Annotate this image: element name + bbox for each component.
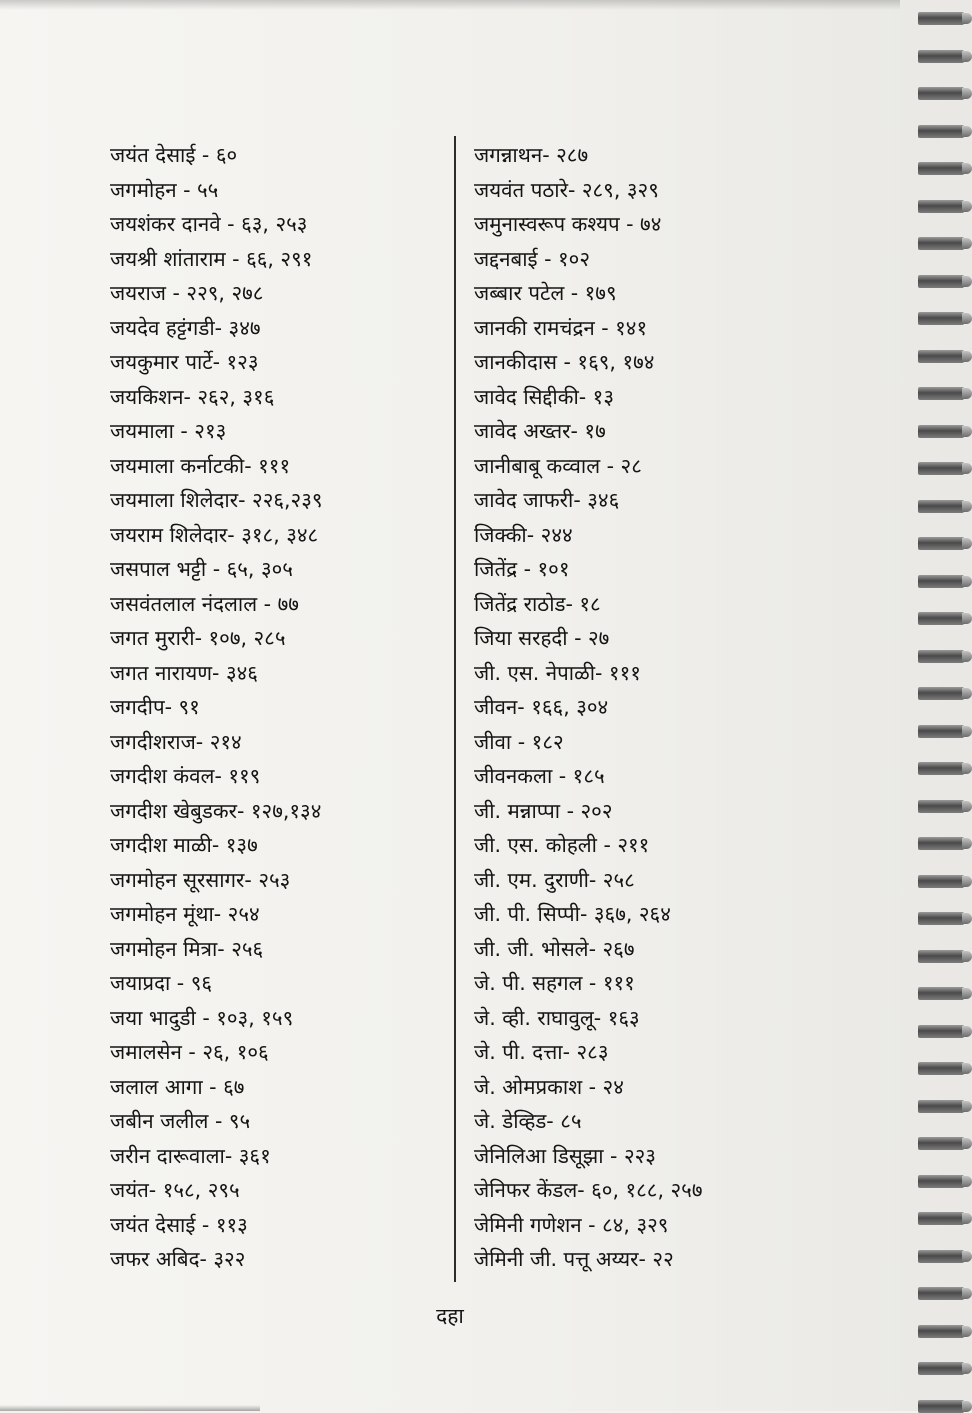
page-number: दहा <box>436 1304 464 1328</box>
index-entry: जावेद अख्तर- १७ <box>474 419 606 443</box>
binding-ring <box>918 462 972 475</box>
binding-ring <box>918 575 972 588</box>
binding-ring <box>918 50 972 63</box>
top-edge-shadow <box>0 0 900 10</box>
index-entry: जगत नारायण- ३४६ <box>110 660 258 685</box>
index-entry: जानकीदास - १६९, १७४ <box>474 350 655 374</box>
index-entry: जेनिफर केंडल- ६०, १८८, २५७ <box>474 1178 703 1202</box>
index-entry: जगदीश माळी- १३७ <box>110 833 258 857</box>
index-entry: जयमाला कर्नाटकी- १११ <box>110 453 291 478</box>
index-entry: जगदीशराज- २१४ <box>110 729 242 754</box>
index-entry: जसवंतलाल नंदलाल - ७७ <box>110 591 299 616</box>
binding-ring <box>918 537 972 550</box>
index-entry: जगमोहन मित्रा- २५६ <box>110 936 264 961</box>
column-divider <box>454 136 456 1282</box>
binding-ring <box>918 912 972 925</box>
binding-ring <box>918 1137 972 1150</box>
index-entry: जयकुमार पार्टे- १२३ <box>110 350 259 374</box>
index-entry: जयराम शिलेदार- ३१८, ३४८ <box>110 522 319 547</box>
index-entry: जयमाला शिलेदार- २२६,२३९ <box>110 488 323 512</box>
index-entry: जगत मुरारी- १०७, २८५ <box>110 626 286 650</box>
binding-ring <box>918 1287 972 1300</box>
index-entry: जमालसेन - २६, १०६ <box>110 1040 269 1064</box>
index-entry: जानकी रामचंद्रन - १४१ <box>474 315 648 340</box>
index-entry: जे. डेव्हिड- ८५ <box>474 1109 582 1133</box>
binding-ring <box>918 12 972 25</box>
index-entry: जयराज - २२९, २७८ <box>110 281 264 305</box>
binding-ring <box>918 1100 972 1113</box>
index-entry: जी. एस. नेपाळी- १११ <box>474 660 641 685</box>
index-entry: जीवा - १८२ <box>474 729 564 754</box>
binding-ring <box>918 800 972 813</box>
binding-ring <box>918 275 972 288</box>
binding-ring <box>918 125 972 138</box>
index-entry: जयश्री शांताराम - ६६, २९१ <box>110 246 313 271</box>
index-entry: जी. एस. कोहली - २११ <box>474 833 650 857</box>
index-entry: जी. एम. दुराणी- २५८ <box>474 867 635 892</box>
binding-ring <box>918 312 972 325</box>
right-index-column <box>474 138 794 1277</box>
binding-ring <box>918 987 972 1000</box>
index-entry: जरीन दारूवाला- ३६१ <box>110 1143 271 1168</box>
index-entry: जे. ओमप्रकाश - २४ <box>474 1074 624 1099</box>
binding-ring <box>918 1362 972 1375</box>
binding-ring <box>918 650 972 663</box>
index-entry: जी. जी. भोसले- २६७ <box>474 936 635 961</box>
index-entry: जयंत- १५८, २९५ <box>110 1178 240 1202</box>
binding-ring <box>918 1250 972 1263</box>
index-entry: जसपाल भट्टी - ६५, ३०५ <box>110 557 293 581</box>
index-entry: जेनिलिआ डिसूझा - २२३ <box>474 1143 656 1168</box>
index-entry: जया भादुडी - १०३, १५९ <box>110 1005 294 1030</box>
index-entry: जिया सरहदी - २७ <box>474 626 610 650</box>
index-entry: जे. पी. सहगल - १११ <box>474 971 635 995</box>
binding-ring <box>918 200 972 213</box>
index-entry: जिक्की- २४४ <box>474 522 573 547</box>
left-index-column <box>110 138 430 1277</box>
index-entry: जबीन जलील - ९५ <box>110 1109 251 1133</box>
binding-ring <box>918 425 972 438</box>
index-entry: जयकिशन- २६२, ३१६ <box>110 384 275 409</box>
binding-ring <box>918 1025 972 1038</box>
binding-ring <box>918 1212 972 1225</box>
index-entry: जयमाला - २१३ <box>110 419 227 443</box>
binding-ring <box>918 687 972 700</box>
index-entry: जयंत देसाई - ११३ <box>110 1212 248 1237</box>
index-entry: जे. पी. दत्ता- २८३ <box>474 1040 609 1064</box>
index-entry: जितेंद्र राठोड- १८ <box>474 591 601 616</box>
binding-ring <box>918 1325 972 1338</box>
index-entry: जी. मन्नाप्पा - २०२ <box>474 798 613 823</box>
index-entry: जितेंद्र - १०१ <box>474 557 570 581</box>
index-entry: जलाल आगा - ६७ <box>110 1074 245 1099</box>
binding-ring <box>918 387 972 400</box>
index-entry: जब्बार पटेल - १७९ <box>474 281 617 305</box>
bottom-edge-shadow <box>0 1405 260 1411</box>
binding-ring <box>918 500 972 513</box>
index-entry: जयशंकर दानवे - ६३, २५३ <box>110 212 308 236</box>
index-entry: जगमोहन सूरसागर- २५३ <box>110 867 291 892</box>
binding-ring <box>918 162 972 175</box>
spiral-binding <box>910 0 972 1411</box>
binding-ring <box>918 1175 972 1188</box>
binding-ring <box>918 950 972 963</box>
binding-ring <box>918 237 972 250</box>
index-entry: जयवंत पठारे- २८९, ३२९ <box>474 177 659 202</box>
index-entry: जीवन- १६६, ३०४ <box>474 695 609 719</box>
index-entry: जावेद सिद्दीकी- १३ <box>474 384 615 409</box>
index-entry: जद्दनबाई - १०२ <box>474 246 591 271</box>
binding-ring <box>918 87 972 100</box>
index-entry: जफर अबिद- ३२२ <box>110 1247 246 1271</box>
binding-ring <box>918 875 972 888</box>
index-entry: जीवनकला - १८५ <box>474 764 605 788</box>
binding-ring <box>918 837 972 850</box>
binding-ring <box>918 612 972 625</box>
binding-ring <box>918 350 972 363</box>
binding-ring <box>918 762 972 775</box>
index-entry: जेमिनी जी. पत्तू अय्यर- २२ <box>474 1247 674 1271</box>
index-entry: जगदीश कंवल- ११९ <box>110 764 261 788</box>
index-entry: जी. पी. सिप्पी- ३६७, २६४ <box>474 902 671 926</box>
index-entry: जगमोहन मूंथा- २५४ <box>110 902 260 926</box>
index-entry: जगदीश खेबुडकर- १२७,१३४ <box>110 798 322 823</box>
index-entry: जगमोहन - ५५ <box>110 177 219 202</box>
index-entry: जमुनास्वरूप कश्यप - ७४ <box>474 212 662 236</box>
binding-ring <box>918 725 972 738</box>
index-entry: जगदीप- ९१ <box>110 695 200 719</box>
index-entry: जे. व्ही. राघावुलू- १६३ <box>474 1005 640 1030</box>
binding-ring <box>918 1062 972 1075</box>
index-entry: जानीबाबू कव्वाल - २८ <box>474 453 642 478</box>
index-entry: जयाप्रदा - ९६ <box>110 971 213 995</box>
index-entry: जयंत देसाई - ६० <box>110 143 238 167</box>
index-entry: जगन्नाथन- २८७ <box>474 143 589 167</box>
index-entry: जयदेव हट्टंगडी- ३४७ <box>110 315 261 340</box>
index-entry: जावेद जाफरी- ३४६ <box>474 488 620 512</box>
index-entry: जेमिनी गणेशन - ८४, ३२९ <box>474 1212 669 1237</box>
